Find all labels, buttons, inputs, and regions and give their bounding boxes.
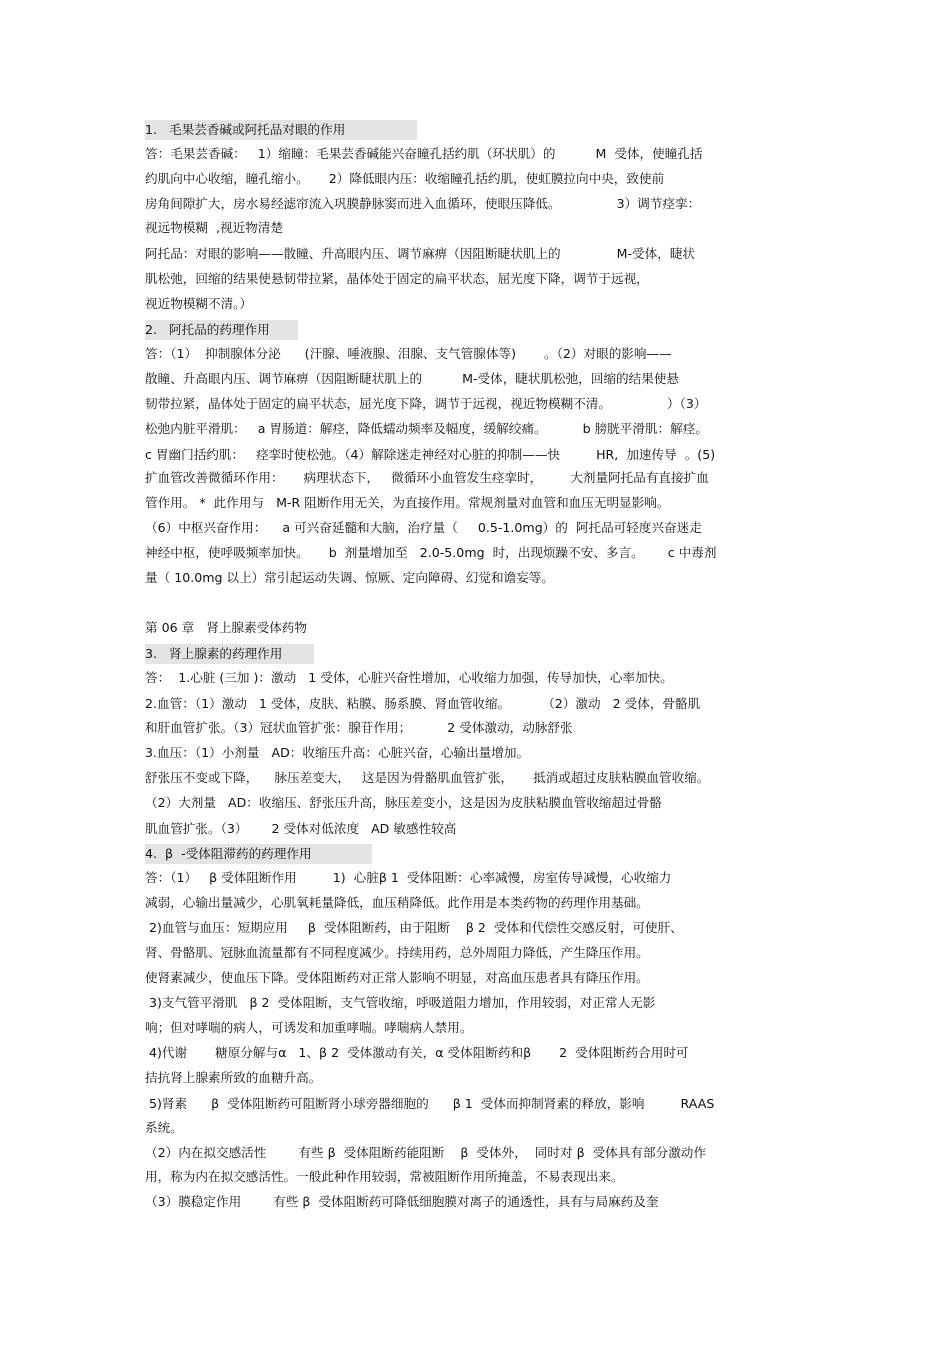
text-line: 肾、骨骼肌、冠脉血流量都有不同程度减少。持续用药，总外周阻力降低，产生降压作用。 (145, 945, 649, 960)
text-line: 5)肾素 β 受体阻断药可阻断肾小球旁器细胞的 β 1 受体而抑制肾素的释放，影响 RAAS (145, 1096, 715, 1111)
text-line: 2.血管：（1）激动 1 受体，皮肤、粘膜、肠系膜、肾血管收缩。 （2）激动 2 受体，骨骼肌 (145, 696, 701, 711)
text-line: 肌血管扩张。（3） 2 受体对低浓度 AD 敏感性较高 (145, 821, 457, 836)
text-line: （3）膜稳定作用 有些 β 受体阻断药可降低细胞膜对离子的通透性，具有与局麻药及奎 (145, 1194, 659, 1209)
text-line: 答：（1） β 受体阻断作用 1) 心脏β 1 受体阻断：心率减慢，房室传导减慢，心收缩力 (145, 870, 672, 885)
text-line: （6）中枢兴奋作用： a 可兴奋延髓和大脑，治疗量（ 0.5-1.0mg）的 阿托品可轻度兴奋迷走 (145, 520, 702, 535)
text-line: 散瞳、升高眼内压、调节麻痹（因阻断睫状肌上的 M-受体，睫状肌松弛，回缩的结果使悬 (145, 371, 680, 386)
text-line: 视近物模糊不清。） (145, 296, 253, 311)
text-line: 阿托品：对眼的影响——散瞳、升高眼内压、调节麻痹（因阻断睫状肌上的 M-受体，睫状 (145, 246, 696, 261)
text-line: （2）大剂量 AD：收缩压、舒张压升高，脉压差变小，这是因为皮肤粘膜血管收缩超过骨骼 (145, 795, 662, 810)
text-line: 答：（1） 抑制腺体分泌 (汗腺、唾液腺、泪腺、支气管腺体等) 。（2）对眼的影响—— (145, 346, 672, 361)
text-line: 答：毛果芸香碱： 1）缩瞳：毛果芸香碱能兴奋瞳孔括约肌（环状肌）的 M 受体，使瞳孔括 (145, 146, 703, 161)
text-line: 系统。 (145, 1120, 183, 1135)
text-line: 响；但对哮喘的病人，可诱发和加重哮喘。哮喘病人禁用。 (145, 1020, 473, 1035)
section-heading-4: 4. β -受体阻滞药的药理作用 (145, 844, 372, 864)
text-line: 扩血管改善微循环作用： 病理状态下， 微循环小血管发生痉挛时， 大剂量阿托品有直接扩血 (145, 470, 709, 485)
text-line: 房角间隙扩大，房水易经滤帘流入巩膜静脉窦而进入血循环，使眼压降低。 3）调节痉挛： (145, 196, 701, 211)
text-line: 视远物模糊 ,视近物清楚 (145, 220, 283, 235)
text-line: 和肝血管扩张。（3）冠状血管扩张：腺苷作用； 2 受体激动，动脉舒张 (145, 720, 573, 735)
text-line: 3.血压：（1）小剂量 AD：收缩压升高：心脏兴奋，心输出量增加。 (145, 745, 530, 760)
text-line: 松弛内脏平滑肌： a 胃肠道：解痉，降低蠕动频率及幅度，缓解绞痛。 b 膀胱平滑肌：解痉。 (145, 421, 708, 436)
text-line: 拮抗肾上腺素所致的血糖升高。 (145, 1070, 322, 1085)
text-line: 管作用。 * 此作用与 M-R 阻断作用无关，为直接作用。常规剂量对血管和血压无明显影响。 (145, 495, 670, 510)
text-line: （2）内在拟交感活性 有些 β 受体阻断药能阻断 β 受体外， 同时对 β 受体具有部分激动作 (145, 1145, 706, 1160)
text-line: 舒张压不变或下降， 脉压差变大， 这是因为骨骼肌血管扩张， 抵消或超过皮肤粘膜血管收缩。 (145, 770, 710, 785)
text-line: 减弱，心输出量减少，心肌氧耗量降低，血压稍降低。此作用是本类药物的药理作用基础。 (145, 895, 649, 910)
chapter-title: 第 06 章 肾上腺素受体药物 (145, 620, 307, 635)
text-line: 3)支气管平滑肌 β 2 受体阻断，支气管收缩，呼吸道阻力增加，作用较弱，对正常人无影 (145, 995, 656, 1010)
text-line: c 胃幽门括约肌： 痉挛时使松弛。（4）解除迷走神经对心脏的抑制——快 HR, 加速传导 。(5) (145, 447, 716, 462)
text-line: 韧带拉紧，晶体处于固定的扁平状态，屈光度下降，调节于远视，视近物模糊不清。 ）（3） (145, 396, 707, 411)
text-line: 神经中枢，使呼吸频率加快。 b 剂量增加至 2.0-5.0mg 时，出现烦躁不安、多言。 c 中毒剂 (145, 545, 717, 560)
text-line: 4)代谢 糖原分解与α 1、β 2 受体激动有关，α 受体阻断药和β 2 受体阻断药合用时可 (145, 1045, 689, 1060)
section-heading-3: 3. 肾上腺素的药理作用 (145, 644, 314, 664)
text-line: 用，称为内在拟交感活性。一般此种作用较弱，常被阻断作用所掩盖，不易表现出来。 (145, 1169, 624, 1184)
section-heading-2: 2. 阿托品的药理作用 (145, 320, 298, 340)
text-line: 肌松弛，回缩的结果使悬韧带拉紧，晶体处于固定的扁平状态，屈光度下降，调节于远视， (145, 271, 649, 286)
text-line: 量（ 10.0mg 以上）常引起运动失调、惊厥、定向障碍、幻觉和谵妄等。 (145, 570, 554, 585)
section-heading-1: 1. 毛果芸香碱或阿托品对眼的作用 (145, 120, 417, 140)
text-line: 2)血管与血压：短期应用 β 受体阻断药，由于阻断 β 2 受体和代偿性交感反射，可使肝、 (145, 920, 683, 935)
text-line: 使肾素减少，使血压下降。受体阻断药对正常人影响不明显，对高血压患者具有降压作用。 (145, 970, 649, 985)
text-line: 约肌向中心收缩，瞳孔缩小。 2）降低眼内压：收缩瞳孔括约肌，使虹膜拉向中央，致使前 (145, 171, 665, 186)
text-line: 答： 1.心脏 (三加 )：激动 1 受体，心脏兴奋性增加，心收缩力加强，传导加快，心率加快。 (145, 670, 673, 685)
